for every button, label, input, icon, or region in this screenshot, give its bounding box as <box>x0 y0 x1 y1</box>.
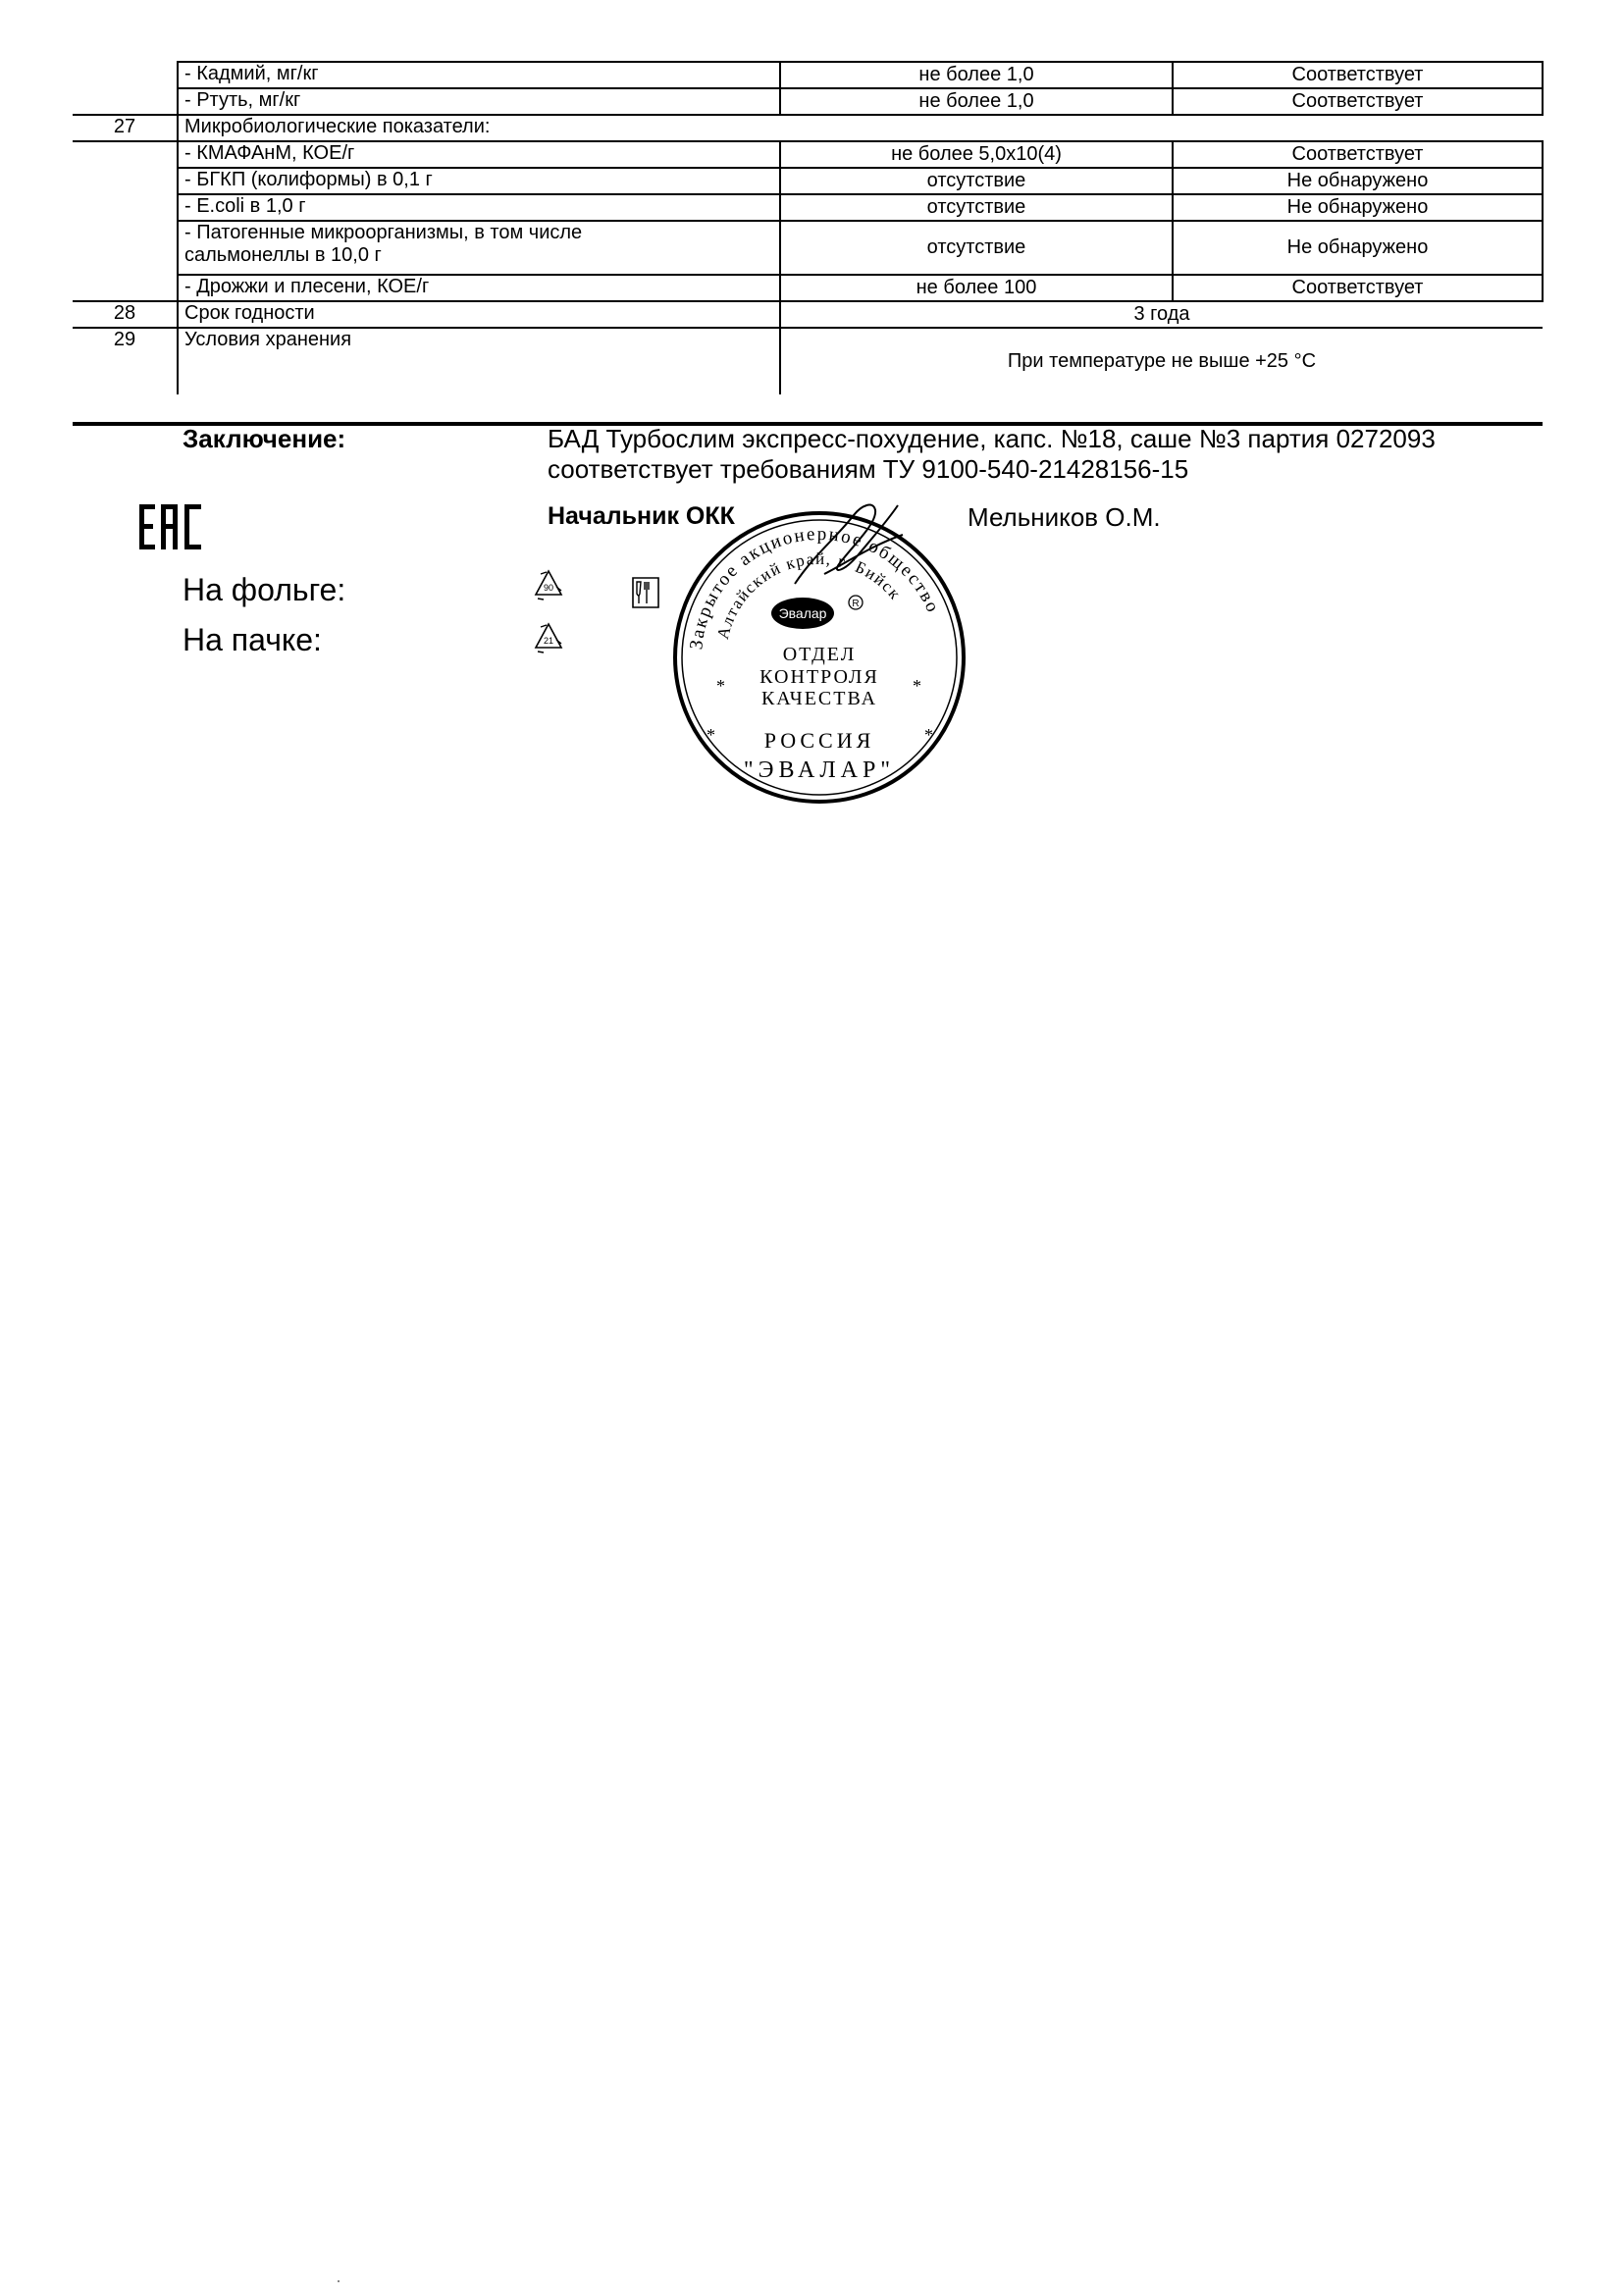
svg-text:*: * <box>716 676 725 696</box>
row-name: Микробиологические показатели: <box>178 115 1543 141</box>
table-row <box>73 221 1543 275</box>
table-row <box>73 88 1543 115</box>
table-row <box>73 328 1543 394</box>
stamp-bottom-line: РОССИЯ <box>763 728 875 753</box>
table-row <box>73 194 1543 221</box>
scan-speck <box>338 2280 340 2282</box>
conclusion-label: Заключение: <box>183 424 346 453</box>
row-value: При температуре не выше +25 °С <box>780 328 1543 394</box>
table-row <box>73 62 1543 88</box>
row-result: Не обнаружено <box>1173 194 1543 221</box>
row-name <box>178 221 780 275</box>
table-row <box>73 301 1543 328</box>
row-name: - Ртуть, мг/кг <box>178 88 780 115</box>
stamp-center-line: КАЧЕСТВА <box>760 688 878 709</box>
head-of-department-label: Начальник ОКК <box>548 502 735 530</box>
pack-label: На пачке: <box>183 622 322 657</box>
row-name: - БГКП (колиформы) в 0,1 г <box>178 168 780 194</box>
stamp-outer-text: Закрытое акционерное общество <box>686 523 944 652</box>
conclusion-text <box>548 424 1436 485</box>
row-result: Соответствует <box>1173 275 1543 301</box>
eac-mark-icon <box>137 502 204 551</box>
row-number: 29 <box>73 328 178 394</box>
table-row <box>73 115 1543 141</box>
row-norm: не более 100 <box>780 275 1173 301</box>
row-name: Срок годности <box>178 301 780 328</box>
food-contact-icon <box>625 574 666 615</box>
table-row <box>73 168 1543 194</box>
row-norm: не более 1,0 <box>780 62 1173 88</box>
row-norm: отсутствие <box>780 168 1173 194</box>
row-name: - E.coli в 1,0 г <box>178 194 780 221</box>
stamp-bottom-line: "ЭВАЛАР" <box>743 757 896 783</box>
row-name: Условия хранения <box>178 328 780 394</box>
stamp-center-line: КОНТРОЛЯ <box>759 666 879 688</box>
row-result: Не обнаружено <box>1173 221 1543 275</box>
row-number <box>73 141 178 301</box>
row-number: 28 <box>73 301 178 328</box>
row-norm: отсутствие <box>780 221 1173 275</box>
row-value: 3 года <box>780 301 1543 328</box>
row-name-line: сальмонеллы в 10,0 г <box>184 244 382 266</box>
recycle-21-icon <box>528 620 569 661</box>
stamp-logo-text: Эвалар <box>778 605 827 621</box>
row-name: - Кадмий, мг/кг <box>178 62 780 88</box>
recycle-90-icon <box>528 567 569 608</box>
row-number <box>73 88 178 115</box>
row-norm: не более 1,0 <box>780 88 1173 115</box>
table-row <box>73 275 1543 301</box>
row-norm: отсутствие <box>780 194 1173 221</box>
row-name: - КМАФАнМ, КОЕ/г <box>178 141 780 168</box>
row-norm: не более 5,0x10(4) <box>780 141 1173 168</box>
conclusion-line: соответствует требованиям ТУ 9100-540-21428156-15 <box>548 454 1189 484</box>
recycle-21-code: 21 <box>543 636 554 646</box>
signature-icon <box>785 496 913 603</box>
spec-table <box>73 61 1544 394</box>
svg-text:*: * <box>924 725 933 745</box>
svg-text:*: * <box>707 725 715 745</box>
row-result: Соответствует <box>1173 62 1543 88</box>
row-name: - Дрожжи и плесени, КОЕ/г <box>178 275 780 301</box>
svg-text:R: R <box>852 599 860 609</box>
row-number: 27 <box>73 115 178 141</box>
svg-text:*: * <box>913 676 921 696</box>
row-result: Соответствует <box>1173 88 1543 115</box>
row-result: Не обнаружено <box>1173 168 1543 194</box>
stamp-inner-text: Алтайский край, г. Бийск <box>712 548 906 642</box>
row-name-line: - Патогенные микроорганизмы, в том числе <box>184 222 583 243</box>
row-number <box>73 62 178 88</box>
table-row <box>73 141 1543 168</box>
recycle-90-code: 90 <box>543 583 554 593</box>
stamp-center-line: ОТДЕЛ <box>782 644 857 665</box>
row-result: Соответствует <box>1173 141 1543 168</box>
head-of-department-name: Мельников О.М. <box>968 502 1161 532</box>
conclusion-line: БАД Турбослим экспресс-похудение, капс. №18, саше №3 партия 0272093 <box>548 424 1436 453</box>
foil-label: На фольге: <box>183 572 346 607</box>
